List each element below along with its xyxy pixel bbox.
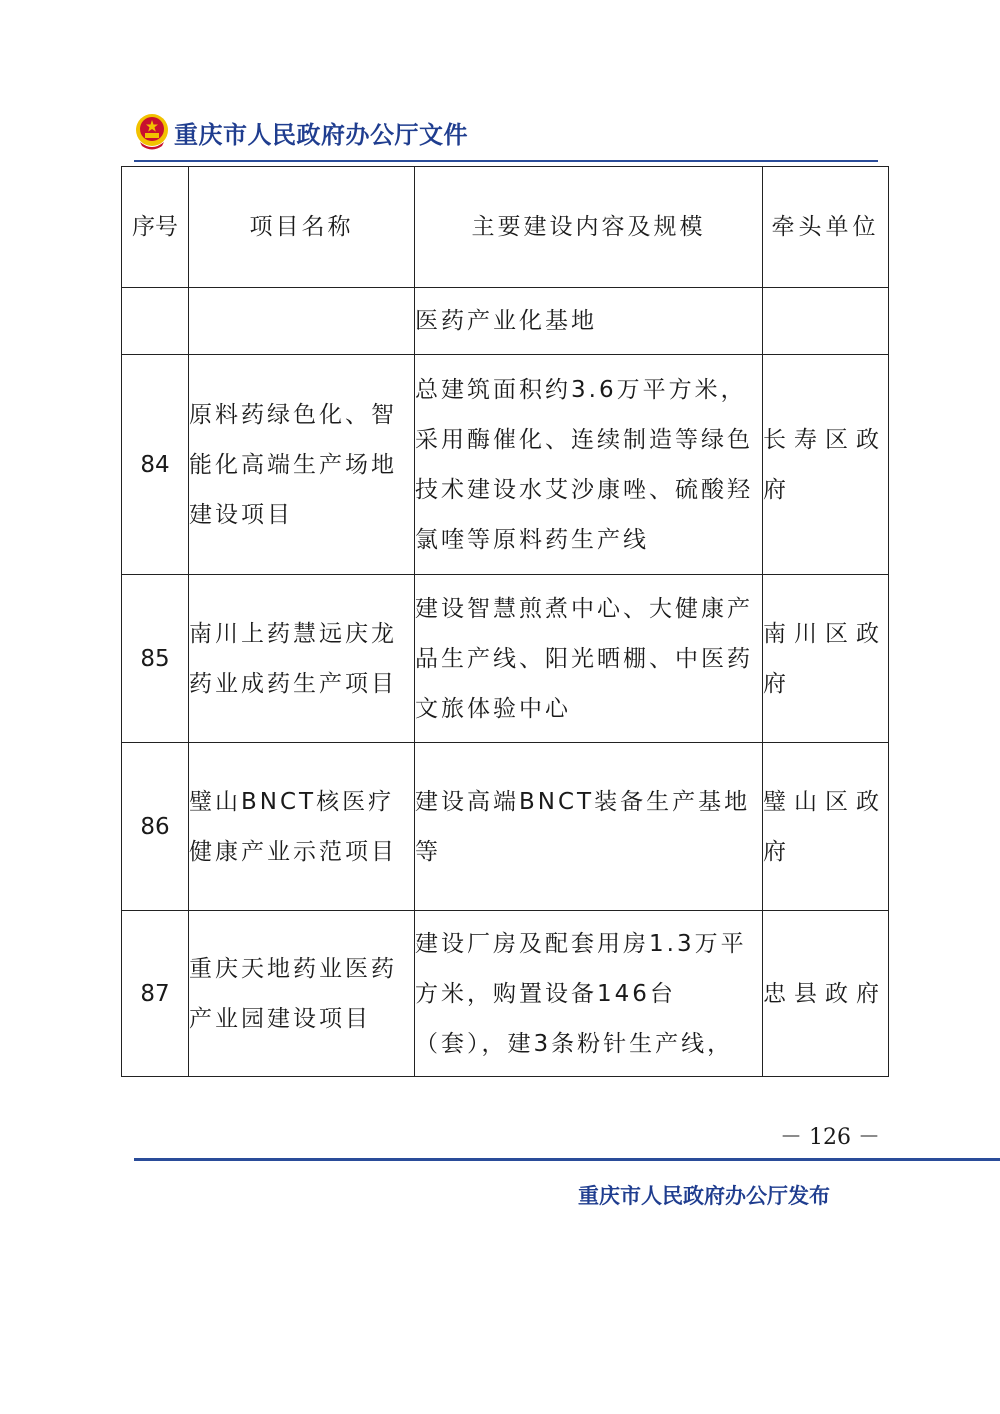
- row-name: 璧山BNCT核医疗健康产业示范项目: [189, 743, 415, 911]
- row-content: 建设智慧煎煮中心、大健康产品生产线、阳光晒棚、中医药文旅体验中心: [415, 575, 763, 743]
- table-row: [122, 355, 889, 575]
- row-no: 86: [122, 743, 189, 911]
- row-name: 重庆天地药业医药产业园建设项目: [189, 911, 415, 1077]
- row-unit: 南川区政府: [763, 575, 889, 743]
- header-divider: [134, 160, 878, 162]
- row-unit: 忠县政府: [763, 911, 889, 1077]
- row-name: 原料药绿色化、智能化高端生产场地建设项目: [189, 355, 415, 575]
- table-row: [122, 911, 889, 1077]
- row-no: 87: [122, 911, 189, 1077]
- row-unit: [763, 288, 889, 355]
- project-table: [121, 166, 889, 1077]
- row-unit: 长寿区政府: [763, 355, 889, 575]
- header-no: 序号: [122, 167, 189, 288]
- row-content: 医药产业化基地: [415, 288, 763, 355]
- header-name: 项目名称: [189, 167, 415, 288]
- national-emblem-icon: [134, 112, 170, 152]
- row-no: 85: [122, 575, 189, 743]
- table-row: [122, 575, 889, 743]
- row-unit: 璧山区政府: [763, 743, 889, 911]
- document-header: [134, 110, 468, 154]
- document-title: 重庆市人民政府办公厅文件: [174, 120, 468, 149]
- row-content: 总建筑面积约3.6万平方米，采用酶催化、连续制造等绿色技术建设水艾沙康唑、硫酸羟氯喹等原料药生产线: [415, 355, 763, 575]
- header-content: 主要建设内容及规模: [415, 167, 763, 288]
- row-no: 84: [122, 355, 189, 575]
- row-name: [189, 288, 415, 355]
- page-number: － 126 －: [780, 1125, 880, 1150]
- header-unit: 牵头单位: [763, 167, 889, 288]
- table-row: [122, 743, 889, 911]
- table-row: [122, 288, 889, 355]
- table-header-row: [122, 167, 889, 288]
- row-content: 建设高端BNCT装备生产基地等: [415, 743, 763, 911]
- footer-divider: [134, 1158, 1000, 1161]
- row-name: 南川上药慧远庆龙药业成药生产项目: [189, 575, 415, 743]
- footer-publisher: 重庆市人民政府办公厅发布: [578, 1184, 830, 1208]
- row-content: 建设厂房及配套用房1.3万平方米，购置设备146台（套），建3条粉针生产线，: [415, 911, 763, 1077]
- row-no: [122, 288, 189, 355]
